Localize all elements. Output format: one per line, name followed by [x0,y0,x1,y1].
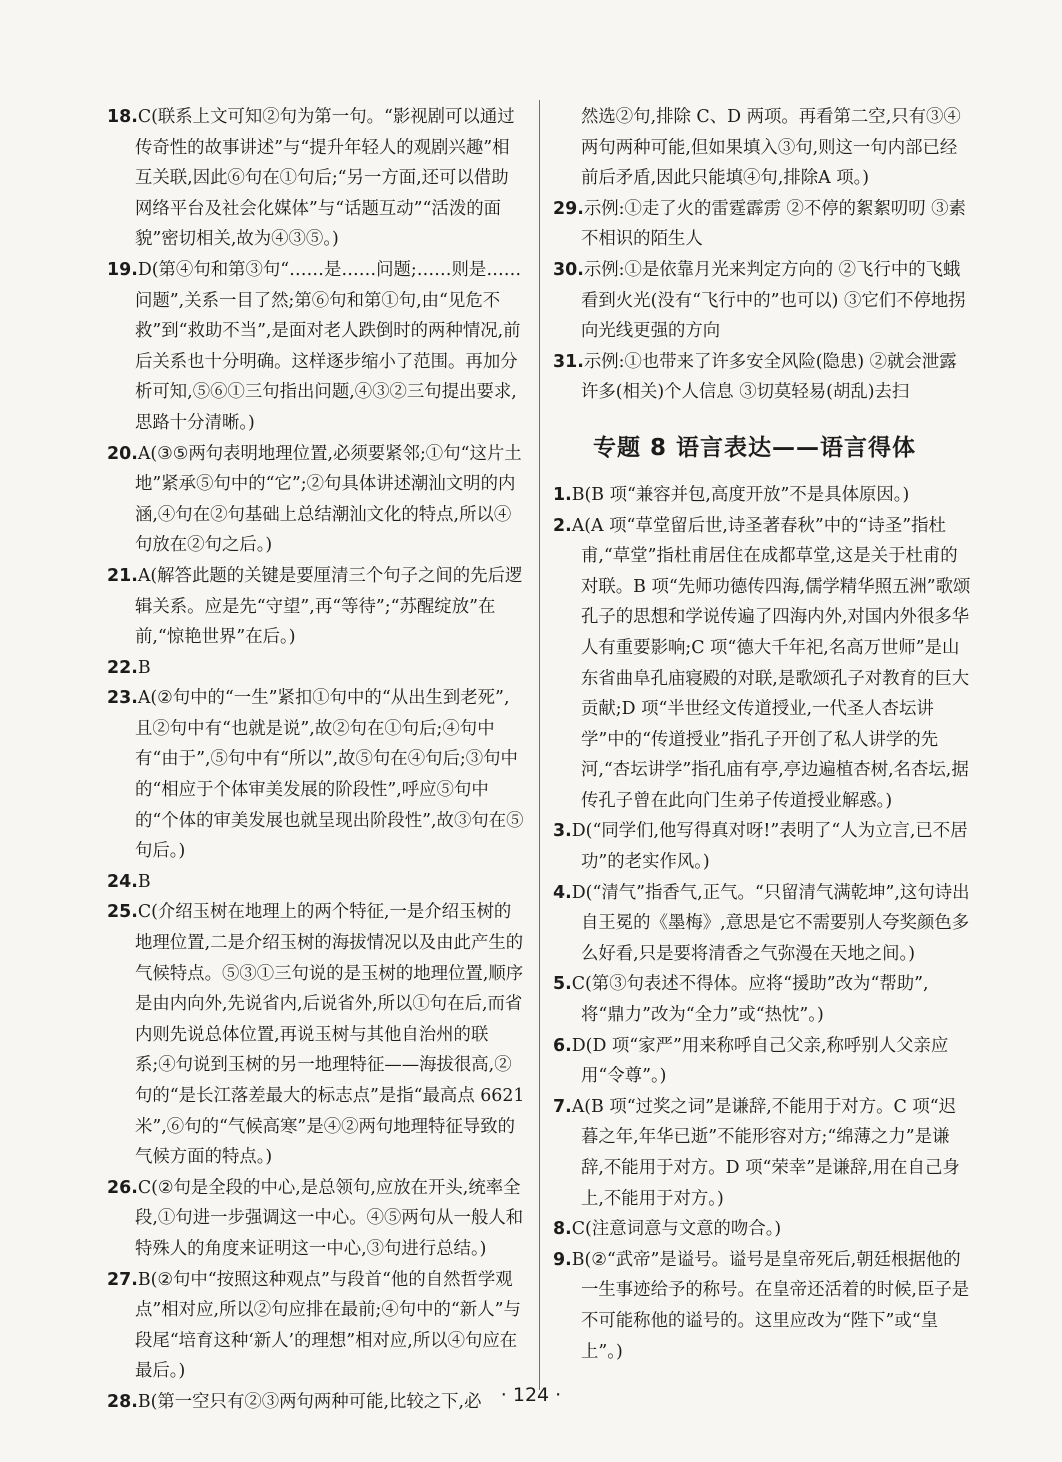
answer-item: 8.C(注意词意与文意的吻合。) [553,1219,782,1240]
right-column [553,102,971,1367]
column-divider [539,100,540,1390]
answer-item: 29.示例:①走了火的雷霆霹雳 ②不停的絮絮叨叨 ③素不相识的陌生人 [553,198,966,250]
answer-item: 26.C(②句是全段的中心,是总领句,应放在开头,统率全段,①句进一步强调这一中心。④⑤两句从一般人和特殊人的角度来证明这一中心,③句进行总结。) [107,1177,524,1259]
answer-continuation: 然选②句,排除 C、D 两项。再看第二空,只有③④两句两种可能,但如果填入③句,则这一句内部已经前后矛盾,因此只能填④句,排除A 项。) [581,107,961,189]
answer-item: 6.D(D 项“家严”用来称呼自己父亲,称呼别人父亲应用“令尊”。) [553,1035,949,1087]
answer-item: 25.C(介绍玉树在地理上的两个特征,一是介绍玉树的地理位置,二是介绍玉树的海拔情况以及由此产生的气候特点。⑤③①三句说的是玉树的地理位置,顺序是由内向外,先说省内,后说省外,所以①句在后,而省内则先说总体位置,再说玉树与其他自治州的联系;④句说到玉树的另一地理特征——海拔很高,②句的“是长江落差最大的标志点”是指“最高点 6621 米”,⑥句的“气候高寒”是④②两句地理特征导致的气候方面的特点。) [107,902,525,1168]
answer-item: 5.C(第③句表述不得体。应将“援助”改为“帮助”,将“鼎力”改为“全力”或“热忱”。) [553,974,929,1026]
answer-item: 19.D(第④句和第③句“……是……问题;……则是……问题”,关系一目了然;第⑥句和第①句,由“见危不救”到“救助不当”,是面对老人跌倒时的两种情况,前后关系也十分明确。这样逐步缩小了范围。再加分析可知,⑤⑥①三句指出问题,④③②三句提出要求,思路十分清晰。) [107,259,522,433]
answer-item: 24.B [107,871,151,892]
answer-item: 2.A(A 项“草堂留后世,诗圣著春秋”中的“诗圣”指杜甫,“草堂”指杜甫居住在成都草堂,这是关于杜甫的对联。B 项“先师功德传四海,儒学精华照五洲”歌颂孔子的思想和学说传遍了四海内外,对国内外很多华人有重要影响;C 项“德大千年祀,名高万世师”是山东省曲阜孔庙寝殿的对联,是歌颂孔子对教育的巨大贡献;D 项“半世经文传道授业,一代圣人杏坛讲学”中的“传道授业”指孔子开创了私人讲学的先河,“杏坛讲学”指孔庙有亭,亭边遍植杏树,名杏坛,据传孔子曾在此向门生弟子传道授业解惑。) [553,515,971,811]
answer-item: 18.C(联系上文可知②句为第一句。“影视剧可以通过传奇性的故事讲述”与“提升年轻人的观剧兴趣”相互关联,因此⑥句在①句后;“另一方面,还可以借助网络平台及社会化媒体”与“话题互动”“活泼的面貌”密切相关,故为④③⑤。) [107,107,515,250]
answer-item: 30.示例:①是依靠月光来判定方向的 ②飞行中的飞蛾看到火光(没有“飞行中的”也可以) ③它们不停地拐向光线更强的方向 [553,259,966,342]
answer-item: 4.D(“清气”指香气,正气。“只留清气满乾坤”,这句诗出自王冕的《墨梅》,意思是它不需要别人夸奖颜色多么好看,只是要将清香之气弥漫在天地之间。) [553,882,970,964]
answer-item: 3.D(“同学们,他写得真对呀!”表明了“人为立言,已不居功”的老实作风。) [553,821,968,873]
answer-item: 31.示例:①也带来了许多安全风险(隐患) ②就会泄露许多(相关)个人信息 ③切莫轻易(胡乱)去扫 [553,351,957,403]
answer-item: 20.A(③⑤两句表明地理位置,必须要紧邻;①句“这片土地”紧承⑤句中的“它”;②句具体讲述潮汕文明的内涵,④句在②句基础上总结潮汕文化的特点,所以④句放在②句之后。) [107,443,522,556]
answer-item: 9.B(②“武帝”是谥号。谥号是皇帝死后,朝廷根据他的一生事迹给予的称号。在皇帝还活着的时候,臣子是不可能称他的谥号的。这里应改为“陛下”或“皇上”。) [553,1249,970,1362]
answer-item: 23.A(②句中的“一生”紧扣①句中的“从出生到老死”,且②句中有“也就是说”,故②句在①句后;④句中有“由于”,⑤句中有“所以”,故⑤句在④句后;③句中的“相应于个体审美发展的阶段性”,呼应⑤句中的“个体的审美发展也就呈现出阶段性”,故③句在⑤句后。) [107,688,524,862]
answer-item: 7.A(B 项“过奖之词”是谦辞,不能用于对方。C 项“迟暮之年,年华已逝”不能形容对方;“绵薄之力”是谦辞,不能用于对方。D 项“荣幸”是谦辞,用在自己身上,不能用于对方。) [553,1096,960,1209]
section-title: 专题 8 语言表达——语言得体 [593,434,917,461]
answer-item: 21.A(解答此题的关键是要厘清三个句子之间的先后逻辑关系。应是先“守望”,再“等待”;“苏醒绽放”在前,“惊艳世界”在后。) [107,565,523,648]
answer-item: 1.B(B 项“兼容并包,高度开放”不是具体原因。) [553,484,910,505]
answer-item: 22.B [107,657,151,678]
answer-item: 28.B(第一空只有②③两句两种可能,比较之下,必 [107,1391,482,1412]
answer-item: 27.B(②句中“按照这种观点”与段首“他的自然哲学观点”相对应,所以②句应排在最前;④句中的“新人”与段尾“培育这种‘新人’的理想”相对应,所以④句应在最后。) [107,1269,521,1382]
page-number: · 124 · [500,1384,562,1406]
left-column [107,102,525,1418]
